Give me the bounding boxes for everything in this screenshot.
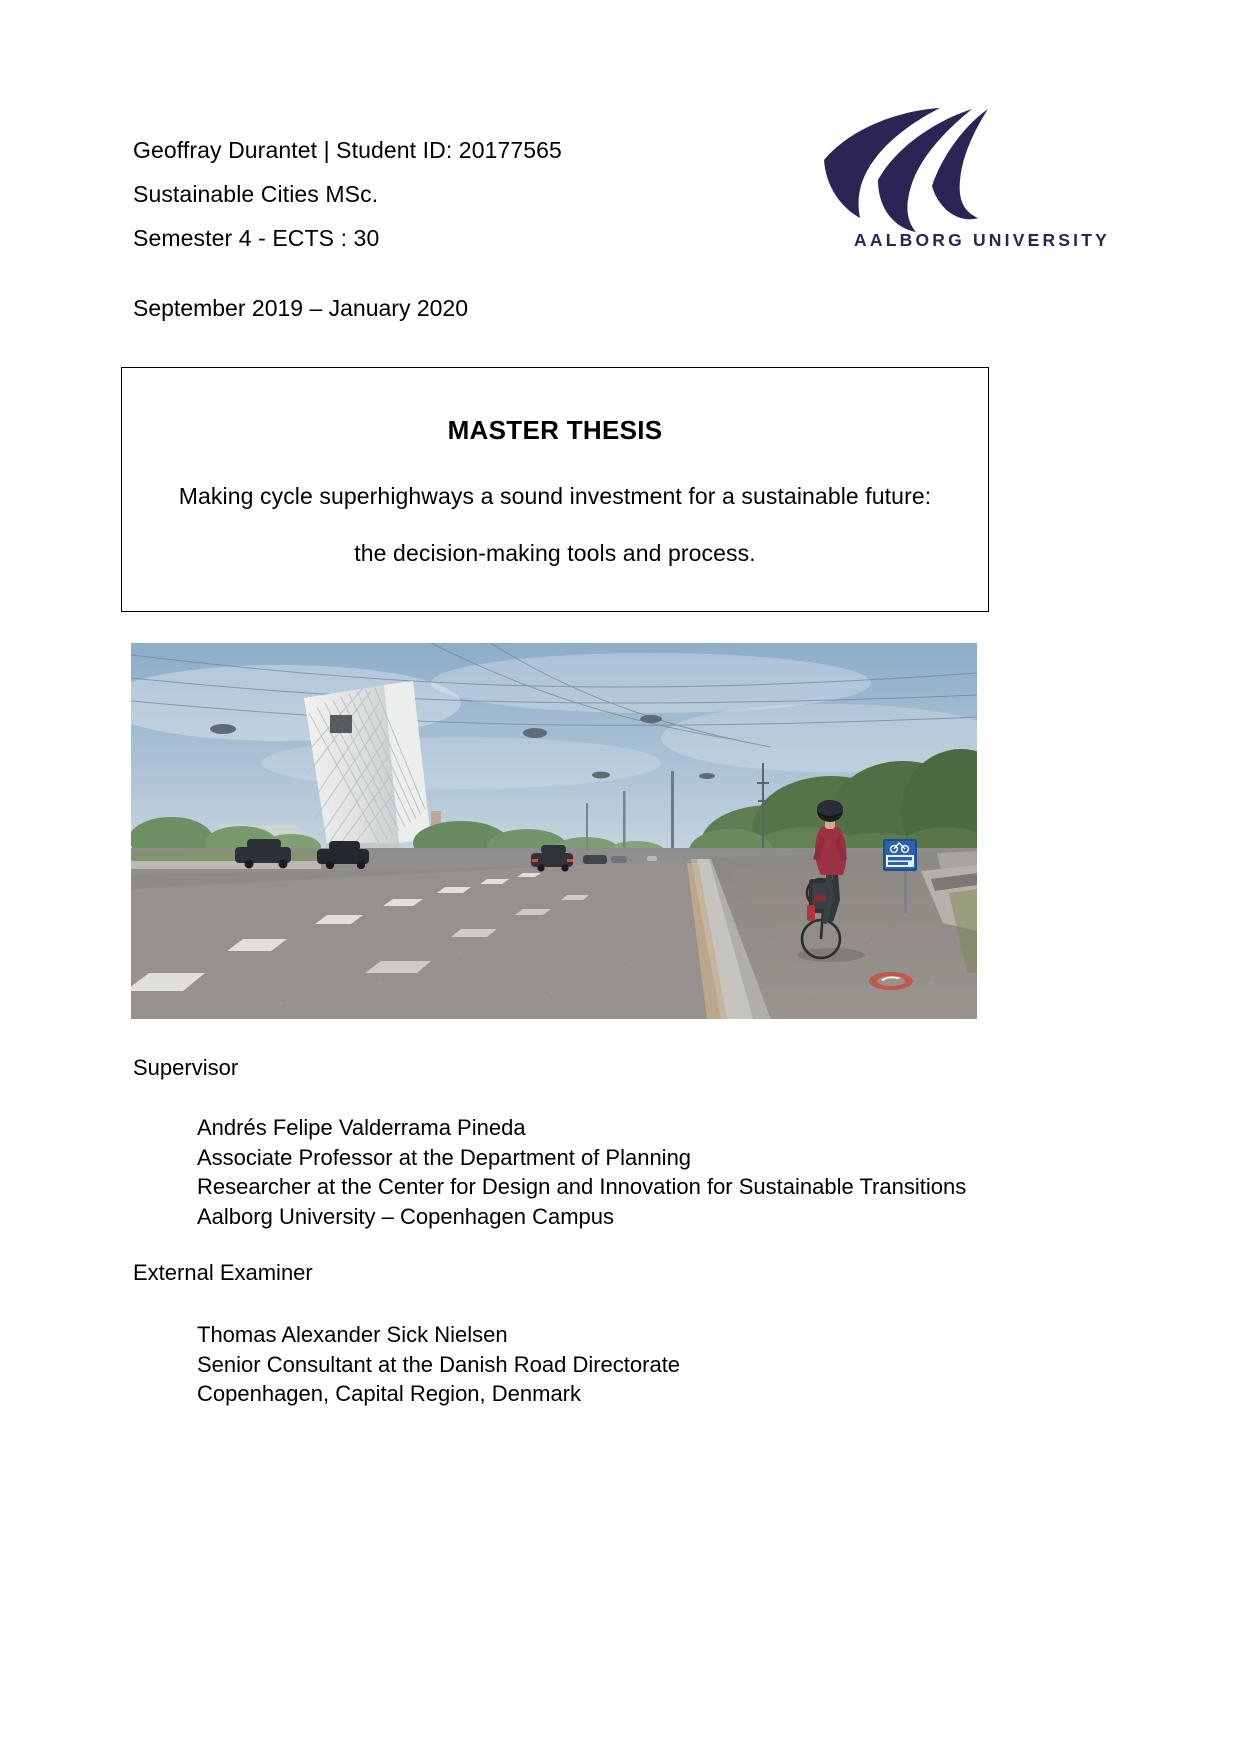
supervisor-institution: Aalborg University – Copenhagen Campus bbox=[197, 1203, 615, 1229]
supervisor-label: Supervisor bbox=[133, 1055, 239, 1080]
thesis-type-heading: MASTER THESIS bbox=[447, 415, 663, 445]
programme-name: Sustainable Cities MSc. bbox=[133, 181, 379, 207]
examiner-location: Copenhagen, Capital Region, Denmark bbox=[197, 1381, 582, 1406]
thesis-title-box bbox=[121, 367, 989, 612]
supervisor-name: Andrés Felipe Valderrama Pineda bbox=[197, 1115, 526, 1140]
aalborg-university-logo bbox=[812, 108, 1112, 258]
supervisor-position: Associate Professor at the Department of Planning bbox=[197, 1144, 692, 1170]
semester-and-ects: Semester 4 - ECTS : 30 bbox=[133, 225, 380, 251]
external-examiner-details bbox=[197, 1320, 680, 1409]
thesis-title-line-1: Making cycle superhighways a sound investment for a sustainable future: bbox=[178, 483, 932, 509]
examiner-position: Senior Consultant at the Danish Road Directorate bbox=[197, 1351, 681, 1377]
aau-swoosh-icon bbox=[812, 108, 1002, 233]
cover-photograph bbox=[131, 643, 977, 1019]
student-name-and-id: Geoffray Durantet | Student ID: 20177565 bbox=[133, 137, 562, 163]
examiner-name: Thomas Alexander Sick Nielsen bbox=[197, 1322, 508, 1347]
project-date-range: September 2019 – January 2020 bbox=[133, 295, 469, 321]
supervisor-affiliation: Researcher at the Center for Design and Innovation for Sustainable Transitions bbox=[197, 1174, 967, 1199]
student-info-block bbox=[133, 128, 753, 260]
external-examiner-label: External Examiner bbox=[133, 1260, 313, 1285]
thesis-title-line-2: the decision-making tools and process. bbox=[354, 540, 756, 566]
aalborg-university-wordmark: AALBORG UNIVERSITY bbox=[854, 230, 1110, 250]
supervisor-details bbox=[197, 1113, 966, 1231]
